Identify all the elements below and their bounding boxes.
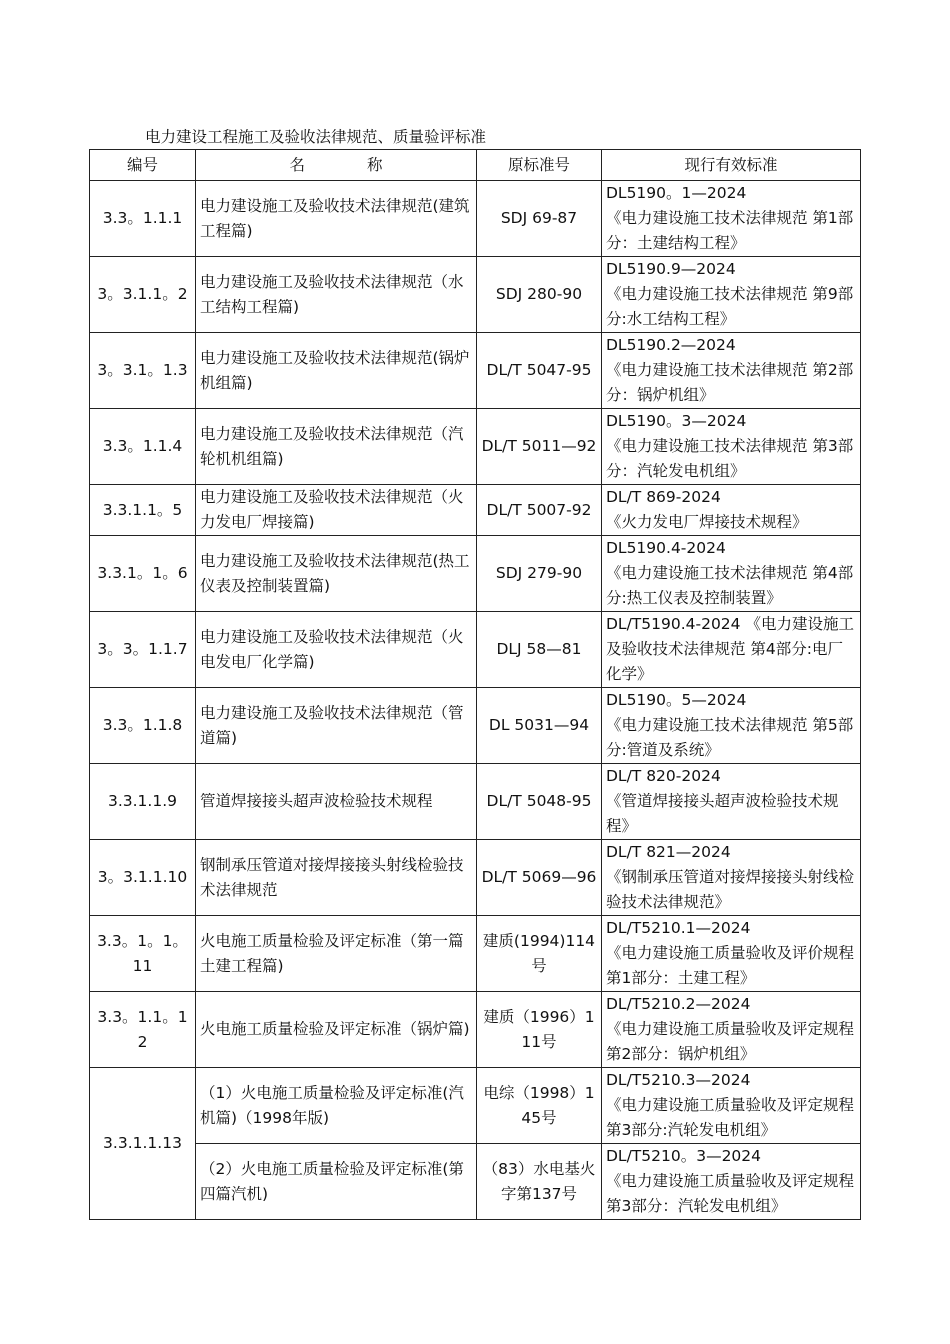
current-standard-line: 《电力建设施工质量验收及评定规程 第3部分:汽轮发电机组》 <box>606 1096 855 1139</box>
original-standard-number: SDJ 280-90 <box>477 257 602 333</box>
document-title: 电力建设工程施工及验收法律规范、质量验评标准 <box>145 128 487 146</box>
current-standard <box>602 257 861 333</box>
table-header-row <box>90 150 861 181</box>
standard-code: 3.3。1.1。12 <box>90 992 196 1068</box>
standard-name: 电力建设施工及验收技术法律规范（火电发电厂化学篇) <box>196 612 477 688</box>
standard-code: 3。3.1.1.10 <box>90 840 196 916</box>
table-row <box>90 992 861 1068</box>
original-standard-number: DL 5031—94 <box>477 688 602 764</box>
standard-name: 电力建设施工及验收技术法律规范（汽轮机机组篇) <box>196 409 477 485</box>
original-standard-number: DL/T 5047-95 <box>477 333 602 409</box>
current-standard <box>602 688 861 764</box>
current-standard-line: DL5190。3—2024 <box>606 412 747 430</box>
current-standard-line: DL/T5210.2—2024 <box>606 995 751 1013</box>
current-standard-line: 《电力建设施工质量验收及评定规程 第3部分：汽轮发电机组》 <box>606 1172 855 1215</box>
original-standard-number: 电综（1998）145号 <box>477 1068 602 1144</box>
table-row <box>90 688 861 764</box>
table-row <box>90 916 861 992</box>
table-row <box>90 536 861 612</box>
current-standard-line: DL5190.2—2024 <box>606 336 736 354</box>
standard-code: 3.3。1.1.8 <box>90 688 196 764</box>
current-standard <box>602 409 861 485</box>
standard-code: 3.3。1.1.1 <box>90 181 196 257</box>
standard-name: 钢制承压管道对接焊接接头射线检验技术法律规范 <box>196 840 477 916</box>
table-row <box>90 1068 861 1144</box>
current-standard-line: DL/T5190.4-2024 《电力建设施工及验收技术法律规范 第4部分:电厂化学》 <box>606 615 854 683</box>
original-standard-number: SDJ 69-87 <box>477 181 602 257</box>
current-standard-line: DL/T5210.1—2024 <box>606 919 751 937</box>
standard-code: 3.3.1.1.13 <box>90 1068 196 1220</box>
standard-name: 电力建设施工及验收技术法律规范(锅炉机组篇) <box>196 333 477 409</box>
original-standard-number: DL/T 5007-92 <box>477 485 602 536</box>
standard-name: 电力建设施工及验收技术法律规范(热工仪表及控制装置篇) <box>196 536 477 612</box>
original-standard-number: SDJ 279-90 <box>477 536 602 612</box>
current-standard <box>602 764 861 840</box>
current-standard <box>602 840 861 916</box>
current-standard <box>602 992 861 1068</box>
standard-name: 火电施工质量检验及评定标准（第一篇土建工程篇) <box>196 916 477 992</box>
standard-code: 3。3.1。1.3 <box>90 333 196 409</box>
current-standard <box>602 612 861 688</box>
standard-code: 3.3.1。1。6 <box>90 536 196 612</box>
current-standard-line: DL5190。1—2024 <box>606 184 747 202</box>
header-code: 编号 <box>90 150 196 181</box>
current-standard-line: 《电力建设施工技术法律规范 第5部分:管道及系统》 <box>606 716 854 759</box>
standard-name: （2）火电施工质量检验及评定标准(第四篇汽机) <box>196 1144 477 1220</box>
header-current: 现行有效标准 <box>602 150 861 181</box>
current-standard-line: 《钢制承压管道对接焊接接头射线检验技术法律规范》 <box>606 868 855 911</box>
table-row <box>90 840 861 916</box>
current-standard-line: 《电力建设施工技术法律规范 第4部分:热工仪表及控制装置》 <box>606 564 854 607</box>
standard-name: （1）火电施工质量检验及评定标准(汽机篇)（1998年版) <box>196 1068 477 1144</box>
original-standard-number: DLJ 58—81 <box>477 612 602 688</box>
header-original: 原标准号 <box>477 150 602 181</box>
standards-table <box>89 149 861 1220</box>
current-standard-line: DL/T 869-2024 <box>606 488 721 506</box>
current-standard-line: 《电力建设施工质量验收及评价规程 第1部分：土建工程》 <box>606 944 855 987</box>
current-standard-line: DL5190。5—2024 <box>606 691 747 709</box>
table-row <box>90 764 861 840</box>
table-row <box>90 1144 861 1220</box>
standard-code: 3.3.1.1.9 <box>90 764 196 840</box>
current-standard <box>602 181 861 257</box>
standard-code: 3.3。1.1.4 <box>90 409 196 485</box>
original-standard-number: DL/T 5011—92 <box>477 409 602 485</box>
table-row <box>90 612 861 688</box>
standard-code: 3.3。1。1。11 <box>90 916 196 992</box>
current-standard <box>602 536 861 612</box>
current-standard-line: DL/T5210.3—2024 <box>606 1071 751 1089</box>
current-standard-line: 《电力建设施工技术法律规范 第3部分：汽轮发电机组》 <box>606 437 854 480</box>
current-standard-line: DL/T 820-2024 <box>606 767 721 785</box>
current-standard-line: DL5190.9—2024 <box>606 260 736 278</box>
table-body <box>90 181 861 1220</box>
header-name: 名 称 <box>196 150 477 181</box>
current-standard <box>602 1068 861 1144</box>
original-standard-number: 建质（1996）111号 <box>477 992 602 1068</box>
standard-name: 电力建设施工及验收技术法律规范（火力发电厂焊接篇) <box>196 485 477 536</box>
original-standard-number: 建质(1994)114号 <box>477 916 602 992</box>
standard-name: 电力建设施工及验收技术法律规范（水工结构工程篇) <box>196 257 477 333</box>
original-standard-number: （83）水电基火字第137号 <box>477 1144 602 1220</box>
current-standard-line: 《电力建设施工质量验收及评定规程 第2部分：锅炉机组》 <box>606 1020 855 1063</box>
table-row <box>90 333 861 409</box>
table-row <box>90 409 861 485</box>
current-standard-line: 《管道焊接接头超声波检验技术规程》 <box>606 792 839 835</box>
original-standard-number: DL/T 5069—96 <box>477 840 602 916</box>
current-standard <box>602 916 861 992</box>
current-standard-line: DL5190.4-2024 <box>606 539 726 557</box>
current-standard <box>602 333 861 409</box>
current-standard-line: 《火力发电厂焊接技术规程》 <box>606 513 808 531</box>
standard-name: 电力建设施工及验收技术法律规范（管道篇) <box>196 688 477 764</box>
table-row <box>90 257 861 333</box>
original-standard-number: DL/T 5048-95 <box>477 764 602 840</box>
table-row <box>90 181 861 257</box>
current-standard-line: 《电力建设施工技术法律规范 第9部分:水工结构工程》 <box>606 285 854 328</box>
standard-name: 火电施工质量检验及评定标准（锅炉篇) <box>196 992 477 1068</box>
standard-name: 电力建设施工及验收技术法律规范(建筑工程篇) <box>196 181 477 257</box>
table-row <box>90 485 861 536</box>
standard-code: 3.3.1.1。5 <box>90 485 196 536</box>
current-standard <box>602 1144 861 1220</box>
standard-code: 3。3。1.1.7 <box>90 612 196 688</box>
standard-code: 3。3.1.1。2 <box>90 257 196 333</box>
current-standard-line: DL/T 821—2024 <box>606 843 731 861</box>
current-standard <box>602 485 861 536</box>
current-standard-line: DL/T5210。3—2024 <box>606 1147 762 1165</box>
standard-name: 管道焊接接头超声波检验技术规程 <box>196 764 477 840</box>
current-standard-line: 《电力建设施工技术法律规范 第2部分：锅炉机组》 <box>606 361 854 404</box>
current-standard-line: 《电力建设施工技术法律规范 第1部分：土建结构工程》 <box>606 209 854 252</box>
